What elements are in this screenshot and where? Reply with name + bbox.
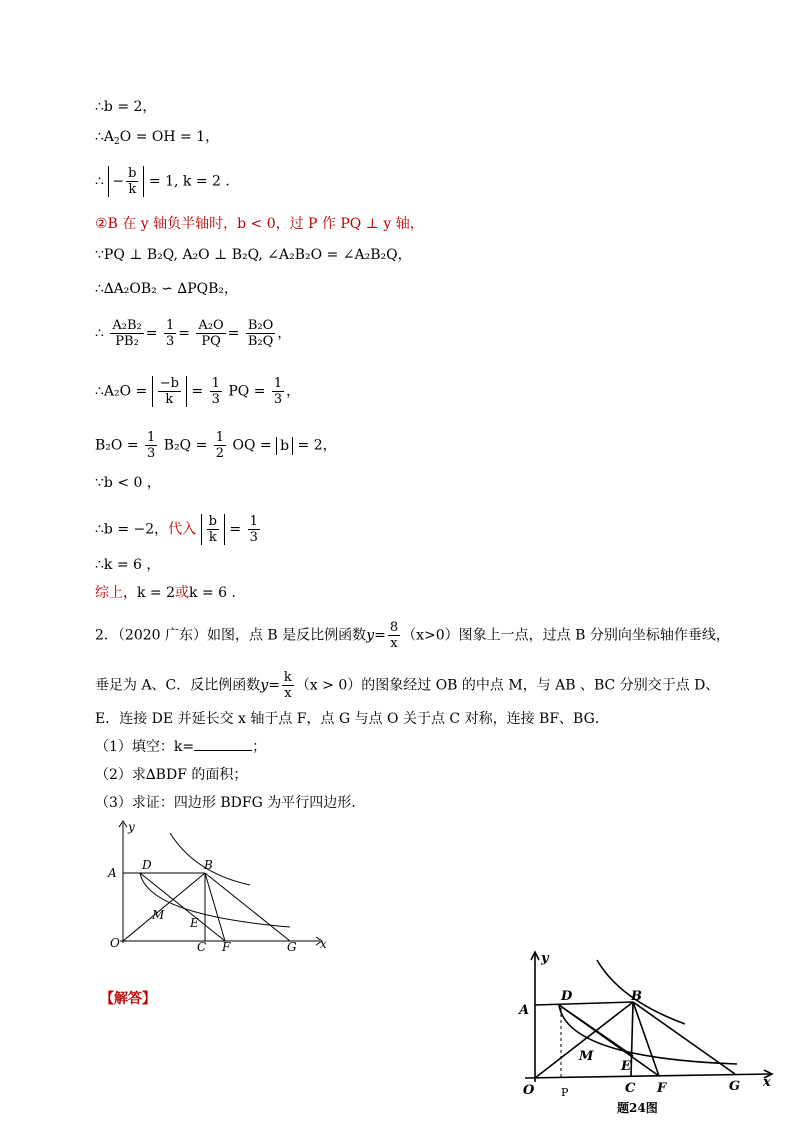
l3-frac — [126, 166, 138, 197]
l7-f3-num: A₂O — [198, 318, 224, 333]
fig2-caption: 题24图 — [617, 1101, 658, 1115]
problem-line-3: E．连接 DE 并延长交 x 轴于点 F，点 G 与点 O 关于点 C 对称，连接 BF、BG． — [95, 711, 609, 727]
fig1-label-x: x — [320, 937, 327, 951]
l7-f3-den: PQ — [201, 334, 221, 349]
l7-frac-1 — [110, 318, 143, 349]
l8-mid2: PQ = — [228, 383, 266, 400]
solution-line-2 — [95, 128, 219, 151]
l8-f2-num: 1 — [211, 376, 220, 391]
solution-line-5: ∵PQ ⊥ B₂Q, A₂O ⊥ B₂Q, ∠A₂B₂O = ∠A₂B₂Q， — [95, 247, 412, 263]
fig2-label-F: F — [657, 1081, 667, 1096]
p1-post: （x>0）图象上一点，过点 B 分别向坐标轴作垂线， — [402, 627, 730, 644]
l3-den: k — [128, 182, 137, 197]
p1-frac — [388, 620, 400, 651]
l11-f-num: 1 — [249, 514, 258, 529]
fig1-label-D: D — [142, 858, 152, 872]
q1-post: ； — [252, 739, 267, 755]
p2-post: （x > 0）的图象经过 OB 的中点 M，与 AB 、BC 分别交于点 D、 — [295, 677, 720, 694]
fig1-label-A: A — [108, 866, 117, 880]
l7-f4-den: B₂Q — [247, 334, 274, 349]
l8-den: k — [165, 392, 174, 407]
l7-f2-num: 1 — [165, 318, 175, 333]
l3-abs: − $\frac{b}{k}$ — [108, 166, 144, 197]
fig2-label-P: P — [561, 1086, 569, 1099]
solution-line-7: ∴ $\frac{\text{A₂B₂}}{\text{PB₂}}$ = $\frac{1}{3}$ = $\frac{\text{A₂O}}{PQ}$ = $\frac{\text{B₂O}}{\text{B₂Q}}$ ， — [95, 318, 292, 349]
fig2-BF — [633, 1002, 659, 1076]
fig2-AB — [535, 1002, 633, 1005]
l11-frac-2 — [248, 514, 260, 545]
fig2-label-A: A — [519, 1003, 530, 1018]
solution-line-12: ∴k = 6 ， — [95, 557, 161, 573]
fig1-label-M: M — [152, 908, 165, 922]
p1-num: 8 — [389, 620, 399, 635]
l8-frac-3 — [272, 376, 284, 407]
l8-frac — [158, 376, 181, 407]
l9-mid2: OQ = — [232, 437, 272, 454]
fig2-BC — [631, 1002, 633, 1076]
fig1-BG — [205, 873, 290, 941]
l8-num: −b — [159, 376, 179, 391]
fig1-label-O: O — [110, 936, 120, 950]
l8-abs — [152, 376, 187, 407]
fig2-label-M: M — [579, 1049, 594, 1064]
question-3: （3）求证：四边形 BDFG 为平行四边形. — [95, 795, 356, 811]
l11-red: 代入 — [168, 521, 197, 538]
solution-line-8: ∴A₂O = $\frac{-b}{k}$ = $\frac{1}{3}$ PQ = $\frac{1}{3}$ ， — [95, 376, 301, 407]
fig2-label-x: x — [763, 1075, 771, 1090]
fig1-label-F: F — [222, 940, 231, 954]
p1-y: y= — [366, 627, 386, 644]
l8-pre: ∴A₂O = — [95, 383, 148, 400]
fig2-x-axis — [525, 1074, 770, 1078]
question-1 — [95, 738, 266, 756]
l9-frac-1 — [145, 430, 157, 461]
fig1-OB — [123, 873, 205, 941]
l11-f-den: 3 — [249, 530, 258, 545]
l9-pre: B₂O = — [95, 437, 139, 454]
l2-pre: ∴A — [95, 129, 115, 145]
fig1-label-G: G — [287, 940, 297, 954]
fig2-label-O: O — [523, 1083, 535, 1098]
l7-frac-2 — [164, 318, 176, 349]
fig1-label-C: C — [197, 940, 207, 954]
l3-num: b — [128, 166, 137, 181]
question-2: （2）求∆BDF 的面积； — [95, 767, 248, 783]
fig2-label-B: B — [631, 989, 642, 1004]
p1-pre: 2．（2020 广东）如图，点 B 是反比例函数 — [95, 627, 367, 644]
l8-frac-2 — [210, 376, 222, 407]
q1-pre: （1）填空：k= — [95, 739, 195, 755]
fig2-OB — [535, 1002, 633, 1078]
l11-pre: ∴b = −2， — [95, 521, 169, 538]
l9-f1-den: 3 — [147, 446, 156, 461]
p2-pre: 垂足为 A、C．反比例函数 — [95, 677, 261, 694]
figure-1 — [100, 815, 335, 955]
solution-line-13: 综上，k = 2或k = 6 . — [95, 585, 236, 601]
l9-post: = 2， — [297, 437, 337, 454]
l11-frac — [207, 514, 219, 545]
l7-frac-3 — [196, 318, 225, 349]
fig1-label-y: y — [128, 820, 135, 834]
l3-pre: ∴ — [95, 173, 104, 190]
l7-f2-den: 3 — [165, 334, 175, 349]
solution-line-10: ∵b < 0 ， — [95, 475, 161, 491]
l11-eq: = — [229, 521, 242, 538]
fig2-label-E: E — [621, 1059, 631, 1074]
solution-line-11 — [95, 514, 262, 545]
l3-post: = 1, k = 2 . — [148, 173, 230, 190]
solution-line-9 — [95, 430, 337, 461]
p2-den: x — [284, 686, 292, 701]
l7-f1-num: A₂B₂ — [112, 318, 142, 333]
fig1-label-B: B — [204, 858, 213, 872]
p2-num: k — [283, 670, 292, 685]
l9-abs: b — [276, 437, 293, 455]
p1-den: x — [390, 636, 398, 651]
problem-line-2 — [95, 670, 719, 701]
l11-num: b — [208, 514, 217, 529]
solution-line-3 — [95, 166, 230, 197]
l9-mid: B₂Q = — [163, 437, 208, 454]
fig2-label-C: C — [625, 1081, 636, 1096]
l11-den: k — [208, 530, 217, 545]
l9-frac-2 — [214, 430, 226, 461]
l7-pre: ∴ — [95, 325, 104, 342]
l8-f3-den: 3 — [273, 392, 283, 407]
fig2-DE — [559, 1005, 633, 1056]
l11-abs — [201, 514, 225, 545]
l7-frac-4 — [246, 318, 275, 349]
p2-y: y= — [260, 677, 280, 694]
figure-2 — [505, 948, 785, 1118]
l9-f1-num: 1 — [147, 430, 156, 445]
case-2-heading: ②B 在 y 轴负半轴时，b < 0，过 P 作 PQ ⊥ y 轴， — [95, 216, 424, 232]
l7-f4-num: B₂O — [247, 318, 274, 333]
l7-f1-den: PB₂ — [115, 334, 139, 349]
solution-line-1: ∴b = 2， — [95, 99, 157, 115]
l9-f2-num: 1 — [215, 430, 225, 445]
l9-f2-den: 2 — [215, 446, 225, 461]
l8-mid: = — [191, 383, 204, 400]
l8-f2-den: 3 — [211, 392, 220, 407]
problem-line-1 — [95, 620, 730, 651]
l2-sub: 2 — [114, 137, 120, 147]
fig2-label-D: D — [561, 989, 573, 1004]
fig1-label-E: E — [190, 916, 199, 930]
q1-answer-blank — [194, 738, 252, 751]
l2-post: O = OH = 1， — [119, 129, 220, 145]
fig1-DF — [140, 873, 225, 941]
p2-frac — [282, 670, 294, 701]
fig2-label-y: y — [541, 951, 549, 966]
l8-f3-num: 1 — [273, 376, 283, 391]
fig2-label-G: G — [729, 1079, 741, 1094]
answer-label: 【解答】 — [100, 991, 156, 1007]
fig1-BF — [205, 873, 225, 941]
solution-line-6: ∴∆A₂OB₂ ∽ ∆PQB₂， — [95, 281, 238, 297]
